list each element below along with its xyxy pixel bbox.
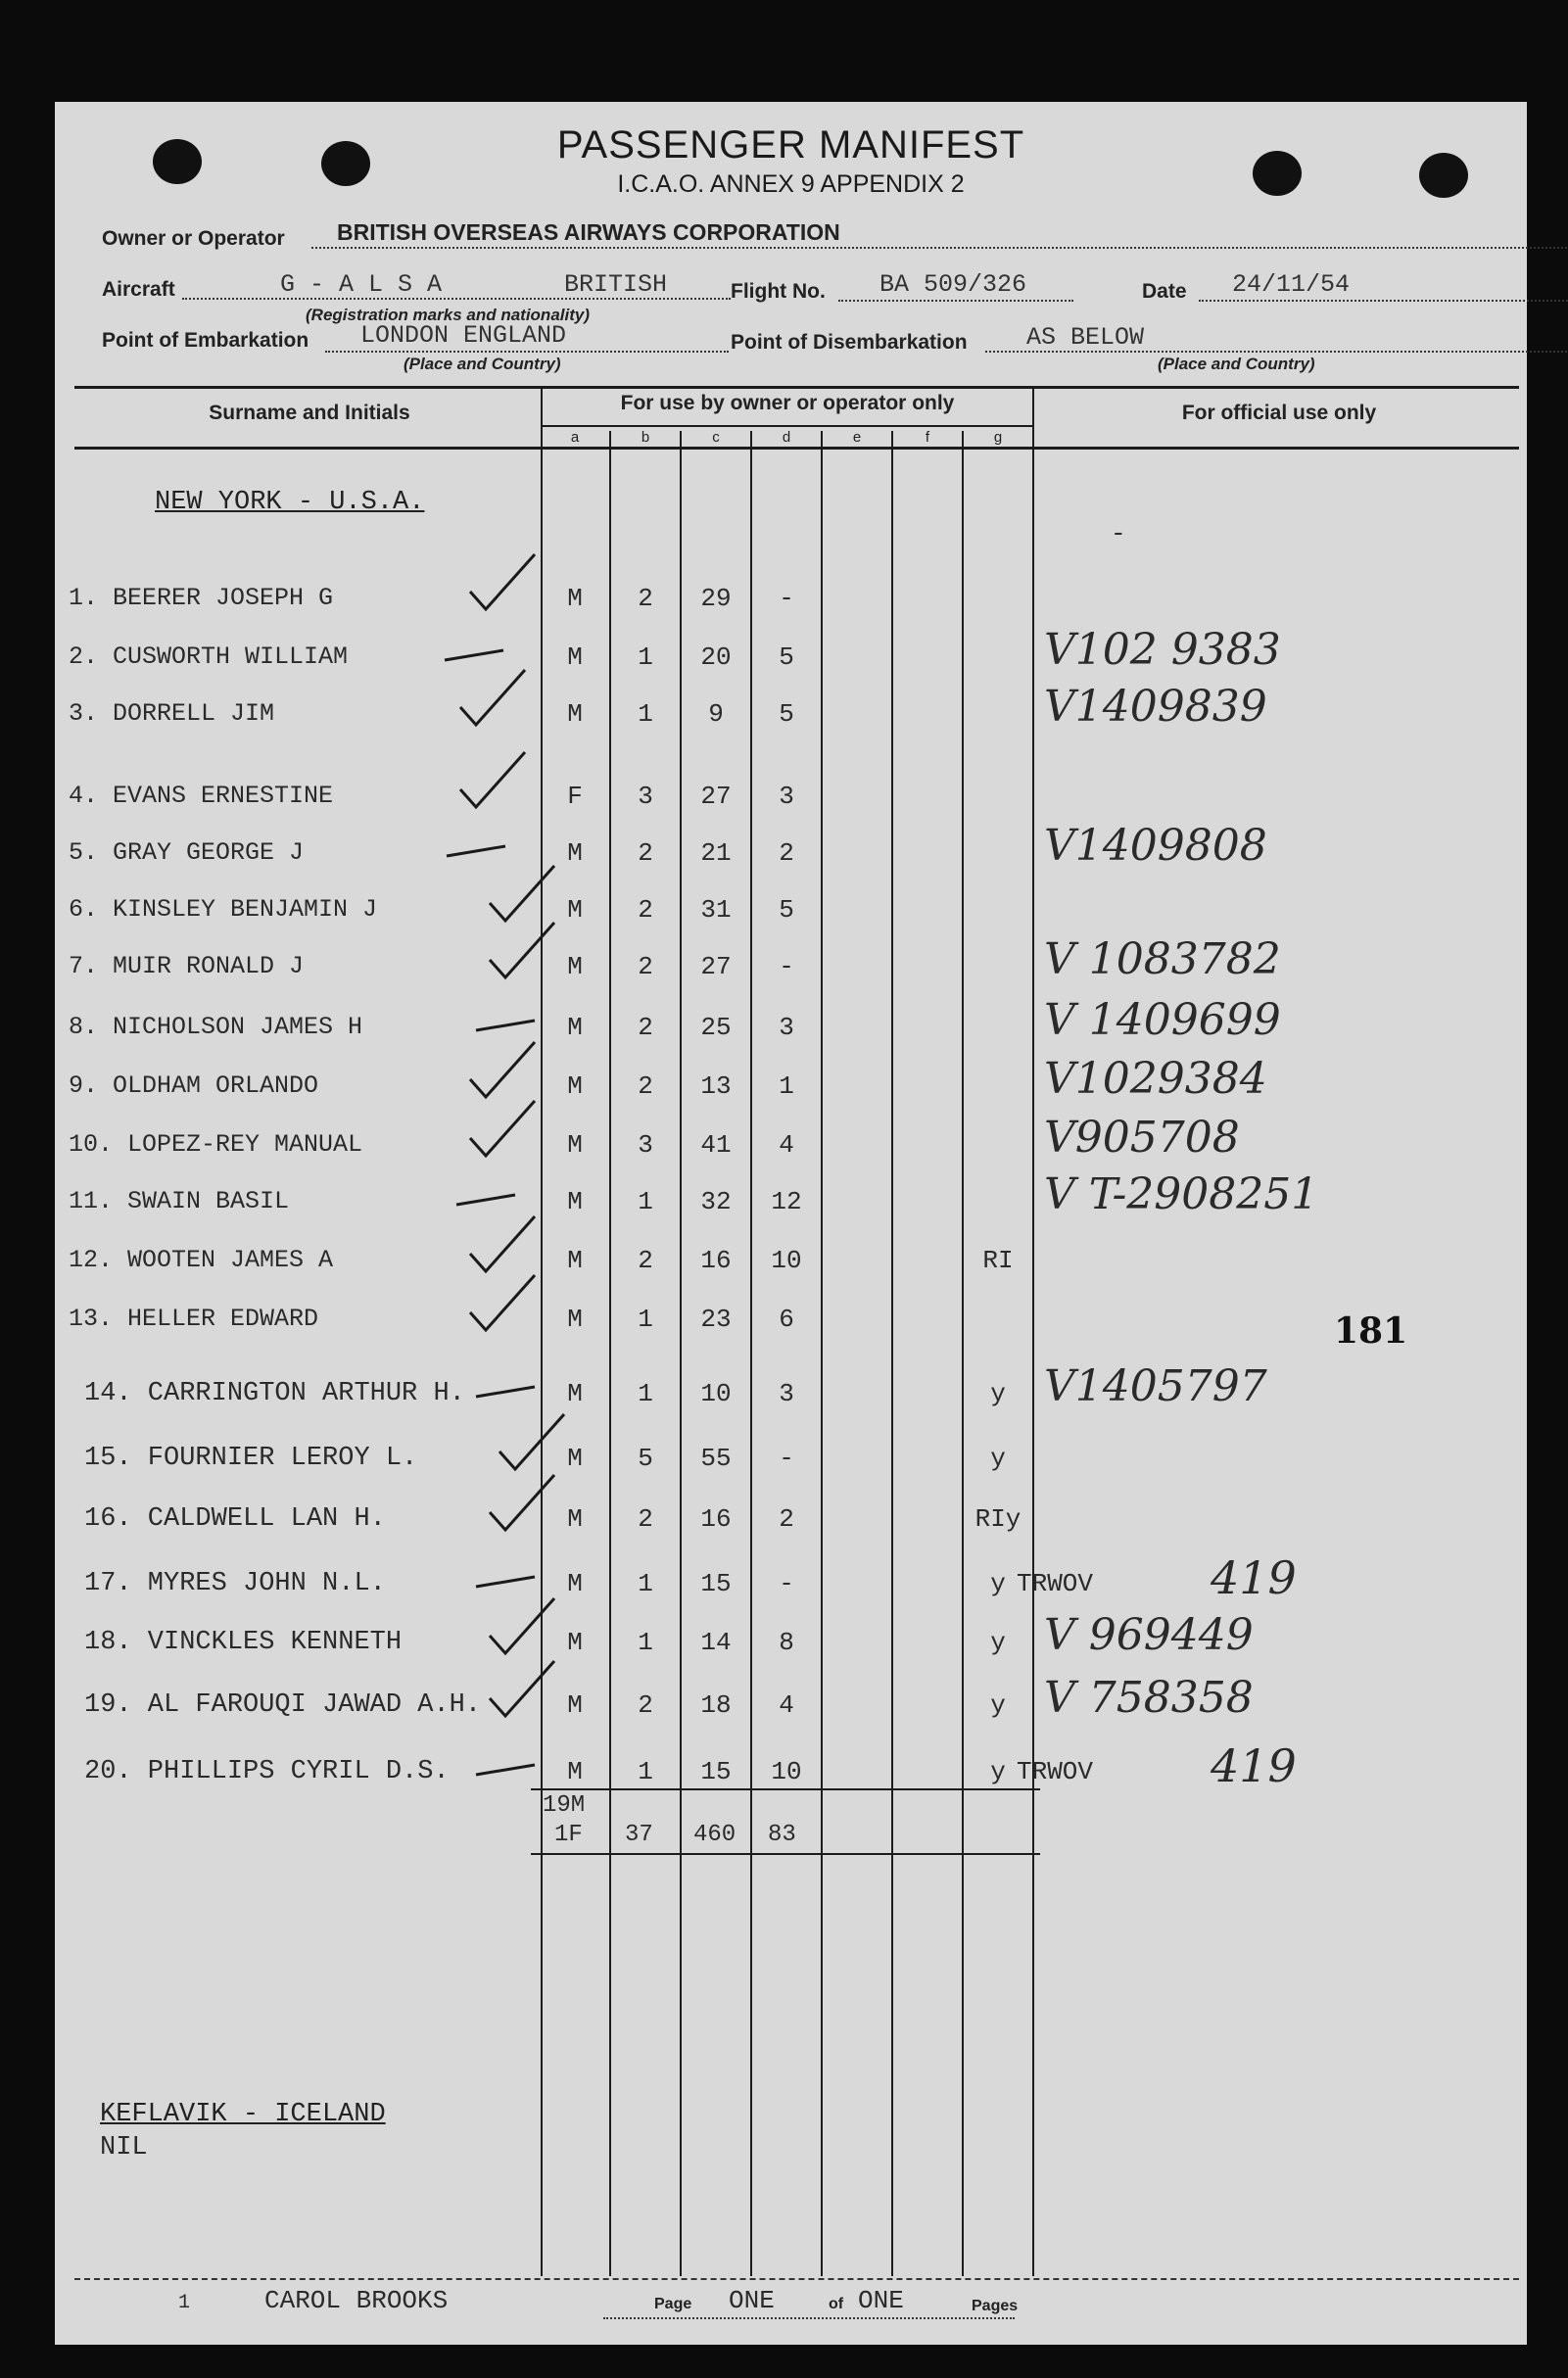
date-label: Date: [1142, 280, 1187, 303]
check-mark: [470, 1101, 535, 1156]
totals-c: 460: [693, 1822, 736, 1848]
passenger-col-c: 10: [700, 1379, 732, 1408]
passenger-col-d: 10: [771, 1757, 802, 1786]
passenger-visa-handwritten: V102 9383: [1044, 625, 1281, 675]
passenger-col-c: 16: [700, 1504, 732, 1534]
passenger-official-code: TRWOV: [1017, 1569, 1094, 1598]
passenger-col-c: 18: [700, 1690, 732, 1720]
passenger-col-c: 13: [700, 1071, 732, 1101]
check-mark: [499, 1414, 564, 1469]
column-header-official: For official use only: [1181, 402, 1377, 424]
check-mark: [460, 670, 525, 725]
passenger-col-c: 15: [700, 1569, 732, 1598]
passenger-col-b: 1: [638, 1187, 653, 1216]
column-letter-f: f: [925, 429, 930, 446]
check-mark: [490, 923, 554, 977]
check-mark: [470, 554, 535, 609]
passenger-name: 6. KINSLEY BENJAMIN J: [69, 895, 378, 924]
passenger-col-a: M: [567, 1013, 583, 1042]
footer-of-label: of: [829, 2296, 844, 2312]
passenger-visa-handwritten: V1405797: [1044, 1361, 1267, 1411]
passenger-name: 18. VINCKLES KENNETH: [84, 1628, 403, 1657]
passenger-col-b: 1: [638, 1379, 653, 1408]
passenger-visa-handwritten: 419: [1211, 1551, 1297, 1604]
passenger-name: 20. PHILLIPS CYRIL D.S.: [84, 1757, 450, 1786]
passenger-visa-handwritten: V 758358: [1044, 1673, 1254, 1723]
passenger-col-a: M: [567, 642, 583, 672]
footer-of-value: ONE: [858, 2286, 904, 2315]
passenger-col-d: -: [779, 1569, 794, 1598]
passenger-visa-handwritten: 419: [1211, 1739, 1297, 1792]
passenger-col-b: 2: [638, 895, 653, 925]
passenger-col-b: 3: [638, 782, 653, 811]
check-mark: [490, 1475, 554, 1530]
section-destination-2-value: NIL: [100, 2133, 148, 2163]
passenger-col-c: 23: [700, 1305, 732, 1334]
passenger-name: 10. LOPEZ-REY MANUAL: [69, 1130, 363, 1159]
passenger-col-b: 1: [638, 642, 653, 672]
passenger-visa-handwritten: V T-2908251: [1044, 1169, 1319, 1219]
footer-signature: CAROL BROOKS: [264, 2286, 449, 2315]
passenger-col-b: 2: [638, 1013, 653, 1042]
disembarkation-place-note: (Place and Country): [1158, 355, 1315, 373]
passenger-name: 19. AL FAROUQI JAWAD A.H.: [84, 1690, 482, 1720]
passenger-col-c: 20: [700, 642, 732, 672]
passenger-col-b: 1: [638, 1569, 653, 1598]
passenger-col-b: 2: [638, 1690, 653, 1720]
passenger-name: 8. NICHOLSON JAMES H: [69, 1013, 363, 1041]
passenger-col-c: 27: [700, 782, 732, 811]
passenger-visa-handwritten: V905708: [1044, 1113, 1240, 1163]
check-mark: [476, 1577, 535, 1587]
column-letter-e: e: [852, 429, 862, 446]
check-mark: [460, 752, 525, 807]
passenger-col-b: 2: [638, 584, 653, 613]
check-mark: [447, 846, 505, 856]
passenger-col-c: 15: [700, 1757, 732, 1786]
passenger-col-a: M: [567, 1757, 583, 1786]
passenger-col-d: 4: [779, 1690, 794, 1720]
passenger-col-d: -: [779, 952, 794, 981]
totals-d: 83: [768, 1822, 796, 1848]
passenger-official-code: TRWOV: [1017, 1757, 1094, 1786]
column-header-owner: For use by owner or operator only: [620, 392, 955, 414]
column-letter-a: a: [570, 429, 580, 446]
check-mark: [470, 1042, 535, 1097]
passenger-col-g: y: [990, 1379, 1006, 1408]
passenger-col-g: y: [990, 1690, 1006, 1720]
flight-label: Flight No.: [731, 280, 826, 303]
column-letter-b: b: [641, 429, 650, 446]
passenger-col-b: 2: [638, 838, 653, 868]
passenger-col-a: M: [567, 895, 583, 925]
passenger-col-b: 2: [638, 952, 653, 981]
passenger-col-a: M: [567, 1444, 583, 1473]
aircraft-value: G - A L S A: [280, 270, 443, 299]
passenger-col-a: M: [567, 1628, 583, 1657]
check-mark: [470, 1275, 535, 1330]
passenger-col-b: 2: [638, 1071, 653, 1101]
passenger-col-c: 55: [700, 1444, 732, 1473]
passenger-col-a: M: [567, 1379, 583, 1408]
registration-note: (Registration marks and nationality): [306, 306, 590, 324]
passenger-visa-handwritten: V1409839: [1044, 682, 1267, 732]
passenger-col-a: M: [567, 838, 583, 868]
folio-stamp-number: 181: [1334, 1310, 1408, 1352]
totals-females: 1F: [554, 1822, 583, 1848]
column-letter-g: g: [993, 429, 1003, 446]
passenger-col-c: 31: [700, 895, 732, 925]
passenger-name: 11. SWAIN BASIL: [69, 1187, 290, 1215]
passenger-col-d: 3: [779, 782, 794, 811]
column-letter-c: c: [712, 429, 720, 446]
section-destination-2: KEFLAVIK - ICELAND: [100, 2100, 386, 2129]
passenger-name: 16. CALDWELL LAN H.: [84, 1504, 386, 1534]
passenger-col-a: M: [567, 1187, 583, 1216]
passenger-col-d: 1: [779, 1071, 794, 1101]
totals-b: 37: [625, 1822, 653, 1848]
footer-prefix: 1: [178, 2292, 191, 2314]
disembarkation-value: AS BELOW: [1026, 323, 1145, 352]
passenger-col-c: 32: [700, 1187, 732, 1216]
check-mark: [476, 1021, 535, 1030]
passenger-col-b: 1: [638, 1757, 653, 1786]
passenger-name: 17. MYRES JOHN N.L.: [84, 1569, 386, 1598]
passenger-name: 13. HELLER EDWARD: [69, 1305, 319, 1333]
passenger-col-c: 41: [700, 1130, 732, 1160]
passenger-name: 4. EVANS ERNESTINE: [69, 782, 334, 810]
passenger-col-d: 3: [779, 1013, 794, 1042]
check-mark: [490, 866, 554, 921]
passenger-name: 3. DORRELL JIM: [69, 699, 275, 728]
footer-page-value: ONE: [729, 2286, 775, 2315]
check-marks-layer: [55, 102, 1527, 2345]
document-title: PASSENGER MANIFEST: [556, 123, 1025, 166]
passenger-visa-handwritten: V 969449: [1044, 1610, 1254, 1660]
passenger-col-d: 12: [771, 1187, 802, 1216]
embarkation-place-note: (Place and Country): [404, 355, 561, 373]
passenger-col-d: 5: [779, 895, 794, 925]
passenger-col-g: y: [990, 1444, 1006, 1473]
footer-page-label: Page: [654, 2296, 692, 2312]
passenger-col-c: 27: [700, 952, 732, 981]
passenger-col-c: 16: [700, 1246, 732, 1275]
passenger-col-a: M: [567, 1246, 583, 1275]
passenger-col-c: 21: [700, 838, 732, 868]
flight-value: BA 509/326: [879, 270, 1027, 299]
passenger-col-g: RI: [982, 1246, 1014, 1275]
passenger-visa-handwritten: V1029384: [1044, 1054, 1267, 1104]
passenger-visa-handwritten: V 1409699: [1044, 995, 1281, 1045]
check-mark: [470, 1216, 535, 1271]
embarkation-value: LONDON ENGLAND: [360, 321, 567, 350]
passenger-col-c: 14: [700, 1628, 732, 1657]
passenger-col-a: M: [567, 1504, 583, 1534]
check-mark: [490, 1661, 554, 1716]
owner-value: BRITISH OVERSEAS AIRWAYS CORPORATION: [337, 219, 840, 245]
passenger-col-d: 6: [779, 1305, 794, 1334]
section-destination-1: NEW YORK - U.S.A.: [155, 488, 425, 517]
passenger-col-c: 9: [708, 699, 724, 729]
passenger-col-a: M: [567, 699, 583, 729]
nationality-value: BRITISH: [564, 270, 668, 299]
passenger-col-a: M: [567, 1690, 583, 1720]
passenger-col-b: 1: [638, 1305, 653, 1334]
check-mark: [445, 650, 503, 660]
passenger-col-d: 5: [779, 642, 794, 672]
passenger-col-b: 2: [638, 1504, 653, 1534]
passenger-col-g: RIy: [974, 1504, 1022, 1534]
passenger-col-a: M: [567, 584, 583, 613]
column-header-surname: Surname and Initials: [209, 402, 410, 424]
passenger-col-g: y: [990, 1628, 1006, 1657]
passenger-col-b: 2: [638, 1246, 653, 1275]
passenger-col-a: M: [567, 1130, 583, 1160]
passenger-col-d: 2: [779, 838, 794, 868]
passenger-visa-handwritten: V1409808: [1044, 821, 1267, 871]
passenger-col-d: -: [779, 1444, 794, 1473]
date-value: 24/11/54: [1232, 270, 1351, 299]
passenger-col-d: 4: [779, 1130, 794, 1160]
disembarkation-label: Point of Disembarkation: [731, 331, 968, 354]
column-letter-d: d: [782, 429, 791, 446]
manifest-sheet: [55, 102, 1527, 2345]
check-mark: [456, 1195, 515, 1205]
passenger-col-d: 3: [779, 1379, 794, 1408]
passenger-col-c: 25: [700, 1013, 732, 1042]
aircraft-label: Aircraft: [102, 278, 175, 301]
passenger-name: 7. MUIR RONALD J: [69, 952, 305, 980]
passenger-visa-handwritten: V 1083782: [1044, 934, 1281, 984]
passenger-name: 9. OLDHAM ORLANDO: [69, 1071, 319, 1100]
footer-pages-label: Pages: [972, 2298, 1019, 2314]
passenger-name: 14. CARRINGTON ARTHUR H.: [84, 1379, 465, 1408]
passenger-col-d: 2: [779, 1504, 794, 1534]
passenger-name: 12. WOOTEN JAMES A: [69, 1246, 334, 1274]
passenger-col-a: M: [567, 1569, 583, 1598]
passenger-col-b: 1: [638, 1628, 653, 1657]
passenger-col-d: -: [779, 584, 794, 613]
embarkation-label: Point of Embarkation: [102, 329, 309, 352]
document-subtitle: I.C.A.O. ANNEX 9 APPENDIX 2: [617, 170, 965, 198]
passenger-col-b: 3: [638, 1130, 653, 1160]
check-mark: [476, 1765, 535, 1775]
official-dash-mark: -: [1111, 519, 1126, 548]
check-mark: [476, 1387, 535, 1397]
passenger-col-g: y: [990, 1569, 1006, 1598]
passenger-col-c: 29: [700, 584, 732, 613]
passenger-name: 1. BEERER JOSEPH G: [69, 584, 334, 612]
passenger-name: 2. CUSWORTH WILLIAM: [69, 642, 349, 671]
passenger-col-a: M: [567, 952, 583, 981]
passenger-col-a: F: [567, 782, 583, 811]
passenger-name: 5. GRAY GEORGE J: [69, 838, 305, 867]
passenger-col-d: 8: [779, 1628, 794, 1657]
passenger-col-a: M: [567, 1071, 583, 1101]
passenger-col-a: M: [567, 1305, 583, 1334]
totals-males: 19M: [543, 1792, 586, 1819]
passenger-col-b: 5: [638, 1444, 653, 1473]
check-mark: [490, 1598, 554, 1653]
passenger-name: 15. FOURNIER LEROY L.: [84, 1444, 418, 1473]
passenger-col-d: 5: [779, 699, 794, 729]
passenger-col-g: y: [990, 1757, 1006, 1786]
passenger-col-d: 10: [771, 1246, 802, 1275]
owner-label: Owner or Operator: [102, 227, 285, 250]
passenger-col-b: 1: [638, 699, 653, 729]
